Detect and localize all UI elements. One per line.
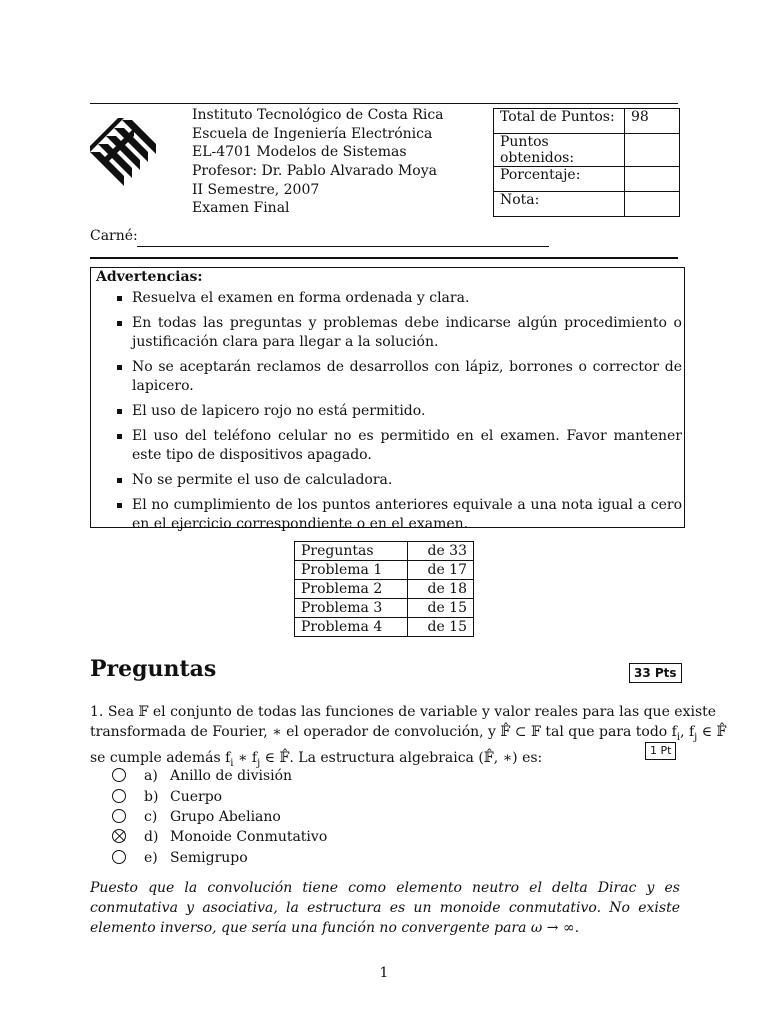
option-text: Grupo Abeliano	[170, 809, 281, 825]
bullet-icon	[117, 503, 122, 508]
page-number: 1	[379, 965, 389, 981]
carne-line[interactable]	[137, 246, 549, 247]
score-row	[494, 192, 680, 217]
score-row	[494, 109, 680, 134]
option-c[interactable]	[112, 807, 281, 827]
warnings-box	[90, 267, 685, 532]
top-rule	[90, 103, 678, 104]
carne-label: Carné:	[90, 228, 138, 244]
points-row-value: de 17	[408, 561, 474, 580]
question-text-line-3: se cumple además f	[90, 749, 231, 766]
warning-text: No se aceptarán reclamos de desarrollos con lápiz, borrones o corrector de lapicero.	[132, 359, 682, 394]
bullet-icon	[117, 434, 122, 439]
warning-text: El uso del teléfono celular no es permitido en el examen. Favor mantener este tipo de dispositivos apagado.	[132, 428, 682, 463]
points-row-name: Problema 4	[295, 618, 408, 637]
score-value	[625, 167, 680, 192]
option-text: Monoide Conmutativo	[170, 829, 328, 845]
points-row-value: de 18	[408, 580, 474, 599]
points-row	[295, 580, 474, 599]
warning-text: El no cumplimiento de los puntos anteriores equivale a una nota igual a cero en el ejercicio correspondiente o en el examen.	[132, 497, 682, 532]
points-table	[294, 541, 474, 637]
points-row-value: de 33	[408, 542, 474, 561]
bullet-icon	[117, 365, 122, 370]
option-d[interactable]	[112, 827, 327, 847]
question-line-1	[90, 702, 717, 722]
bullet-icon	[117, 409, 122, 414]
answer-explanation: Puesto que la convolución tiene como elemento neutro el delta Dirac y es conmutativa y asociativa, la estructura es un monoide conmutativo. No existe elemento inverso, que sería una función no convergente para ω → ∞.	[90, 880, 680, 936]
score-label: Puntos obtenidos:	[494, 134, 625, 167]
institution-name: Instituto Tecnológico de Costa Rica	[192, 107, 444, 123]
option-a[interactable]	[112, 766, 292, 786]
score-row	[494, 167, 680, 192]
warning-text: No se permite el uso de calculadora.	[132, 472, 393, 488]
question-line-3: se cumple además $f_i$ ∗ $f_j$ ∈ 𝔽̂. La estructura algebraica (𝔽̂, ∗) es:	[90, 749, 543, 769]
score-value	[625, 134, 680, 167]
radio-checked-icon[interactable]	[112, 829, 126, 843]
score-value: 98	[625, 109, 680, 134]
school-name: Escuela de Ingeniería Electrónica	[192, 126, 433, 142]
option-text: Semigrupo	[170, 850, 248, 866]
header-bottom-rule	[90, 257, 678, 259]
semester: II Semestre, 2007	[192, 182, 320, 198]
warning-text: En todas las preguntas y problemas debe indicarse algún procedimiento o justificación clara para llegar a la solución.	[132, 315, 682, 350]
radio-icon[interactable]	[112, 789, 126, 803]
bullet-icon	[117, 478, 122, 483]
warning-text: Resuelva el examen en forma ordenada y clara.	[132, 290, 470, 306]
option-letter: a)	[144, 768, 158, 784]
option-letter: c)	[144, 809, 158, 825]
option-e[interactable]	[112, 848, 248, 868]
question-text-line-1: Sea 𝔽 el conjunto de todas las funciones de variable y valor reales para las que existe	[107, 704, 717, 720]
question-line-2: transformada de Fourier, ∗ el operador de convolución, y 𝔽̂ ⊂ 𝔽 tal que para todo $f_i$, $f_j$ ∈ 𝔽̂	[90, 724, 727, 743]
warning-item	[113, 427, 682, 465]
radio-icon[interactable]	[112, 850, 126, 864]
section-title: Preguntas	[90, 656, 217, 682]
bullet-icon	[117, 321, 122, 326]
bullet-icon	[117, 296, 122, 301]
score-label: Porcentaje:	[494, 167, 625, 192]
warning-item	[113, 402, 682, 421]
points-row-name: Problema 3	[295, 599, 408, 618]
option-letter: b)	[144, 789, 159, 805]
exam-type: Examen Final	[192, 200, 290, 216]
warning-item	[113, 314, 682, 352]
radio-icon[interactable]	[112, 809, 126, 823]
institution-logo	[88, 116, 164, 188]
option-letter: d)	[144, 829, 159, 845]
points-row-value: de 15	[408, 618, 474, 637]
score-value	[625, 192, 680, 217]
question-points-badge: 1 Pt	[645, 742, 676, 760]
question-number: 1.	[90, 704, 104, 720]
warning-text: El uso de lapicero rojo no está permitido.	[132, 403, 426, 419]
score-row	[494, 134, 680, 167]
points-row	[295, 542, 474, 561]
option-text: Anillo de división	[170, 768, 293, 784]
section-points-badge: 33 Pts	[629, 663, 682, 683]
warning-item	[113, 471, 682, 490]
score-table	[493, 108, 680, 217]
warning-item	[113, 358, 682, 396]
points-row	[295, 599, 474, 618]
warnings-list	[113, 289, 682, 540]
warning-item	[113, 289, 682, 308]
question-text	[90, 702, 727, 774]
points-row-name: Preguntas	[295, 542, 408, 561]
option-text: Cuerpo	[170, 789, 223, 805]
option-letter: e)	[144, 850, 158, 866]
question-text-line-2: transformada de Fourier, ∗ el operador de convolución, y 𝔽̂ ⊂ 𝔽 tal que para todo f	[90, 724, 677, 740]
course-name: EL-4701 Modelos de Sistemas	[192, 144, 407, 160]
radio-icon[interactable]	[112, 768, 126, 782]
professor-name: Profesor: Dr. Pablo Alvarado Moya	[192, 163, 437, 179]
points-row-name: Problema 2	[295, 580, 408, 599]
points-row	[295, 561, 474, 580]
points-row-value: de 15	[408, 599, 474, 618]
option-b[interactable]	[112, 787, 222, 807]
points-row	[295, 618, 474, 637]
score-label: Nota:	[494, 192, 625, 217]
warnings-title: Advertencias:	[96, 269, 203, 285]
warning-item	[113, 496, 682, 534]
score-label: Total de Puntos:	[494, 109, 625, 134]
points-row-name: Problema 1	[295, 561, 408, 580]
